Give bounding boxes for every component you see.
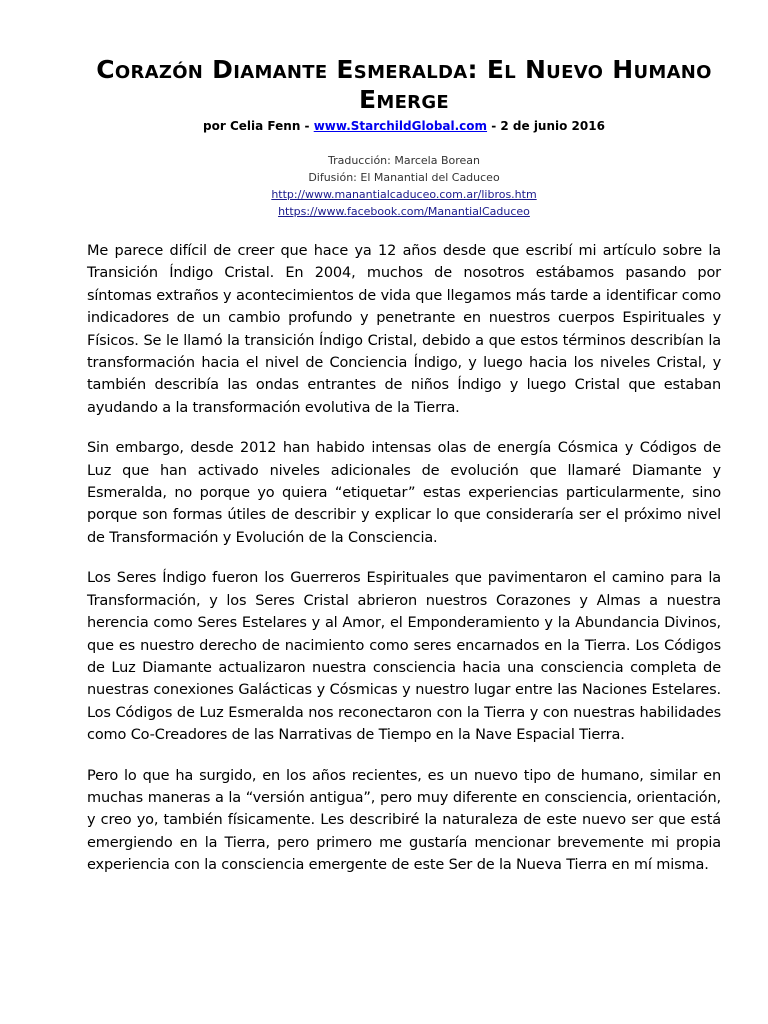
diffusion-credit: Difusión: El Manantial del Caduceo	[308, 171, 500, 184]
translation-credits	[87, 152, 721, 220]
byline-author: por Celia Fenn -	[203, 119, 314, 133]
article-title: Corazón Diamante Esmeralda: El Nuevo Humano Emerge	[96, 55, 712, 114]
paragraph-4: Pero lo que ha surgido, en los años recientes, es un nuevo tipo de humano, similar en muchas maneras a la “versión antigua”, pero muy diferente en consciencia, orientación, y creo yo, también físicamente. Les describiré la naturaleza de este nuevo ser que está emergiendo en la Tierra, pero primero me gustaría mencionar brevemente mi propia experiencia con la consciencia emergente de este Ser de la Nueva Tierra en mí misma.	[87, 767, 721, 874]
paragraph-2: Sin embargo, desde 2012 han habido intensas olas de energía Cósmica y Códigos de Luz que han activado niveles adicionales de evolución que llamaré Diamante y Esmeralda, no porque yo quiera “etiquetar” estas experiencias particularmente, sino porque son formas útiles de describir y explicar lo que consideraría ser el próximo nivel de Transformación y Evolución de la Consciencia.	[87, 440, 721, 546]
translation-credit: Traducción: Marcela Borean	[327, 154, 481, 167]
article-body	[87, 240, 721, 877]
manantial-books-link[interactable]: http://www.manantialcaduceo.com.ar/libros.htm	[271, 188, 537, 201]
byline-date: - 2 de junio 2016	[487, 119, 605, 133]
facebook-link[interactable]: https://www.facebook.com/ManantialCaduceo	[278, 205, 530, 218]
starchild-link[interactable]: www.StarchildGlobal.com	[313, 119, 488, 133]
paragraph-3: Los Seres Índigo fueron los Guerreros Espirituales que pavimentaron el camino para la Transformación, y los Seres Cristal abrieron nuestros Corazones y Almas a nuestra herencia como Seres Estelares y al Amor, el Emponderamiento y la Abundancia Divinos, que es nuestro derecho de nacimiento como seres encarnados en la Tierra. Los Códigos de Luz Diamante actualizaron nuestra consciencia hacia una consciencia completa de nuestras conexiones Galácticas y Cósmicas y nuestro lugar entre las Naciones Estelares. Los Códigos de Luz Esmeralda nos reconectaron con la Tierra y con nuestras habilidades como Co-Creadores de las Narrativas de Tiempo en la Nave Espacial Tierra.	[87, 570, 721, 744]
byline	[87, 118, 721, 134]
paragraph-1: Me parece difícil de creer que hace ya 12 años desde que escribí mi artículo sobre la Transición Índigo Cristal. En 2004, muchos de nosotros estábamos pasando por síntomas extraños y acontecimientos de vida que llegamos más tarde a identificar como indicadores de un cambio profundo y penetrante en nuestros cuerpos Espirituales y Físicos. Se le llamó la transición Índigo Cristal, debido a que estos términos describían la transformación hacia el nivel de Conciencia Índigo, y luego hacia los niveles Cristal, y también describía las ondas entrantes de niños Índigo y luego Cristal que estaban ayudando a la transformación evolutiva de la Tierra.	[87, 243, 721, 416]
